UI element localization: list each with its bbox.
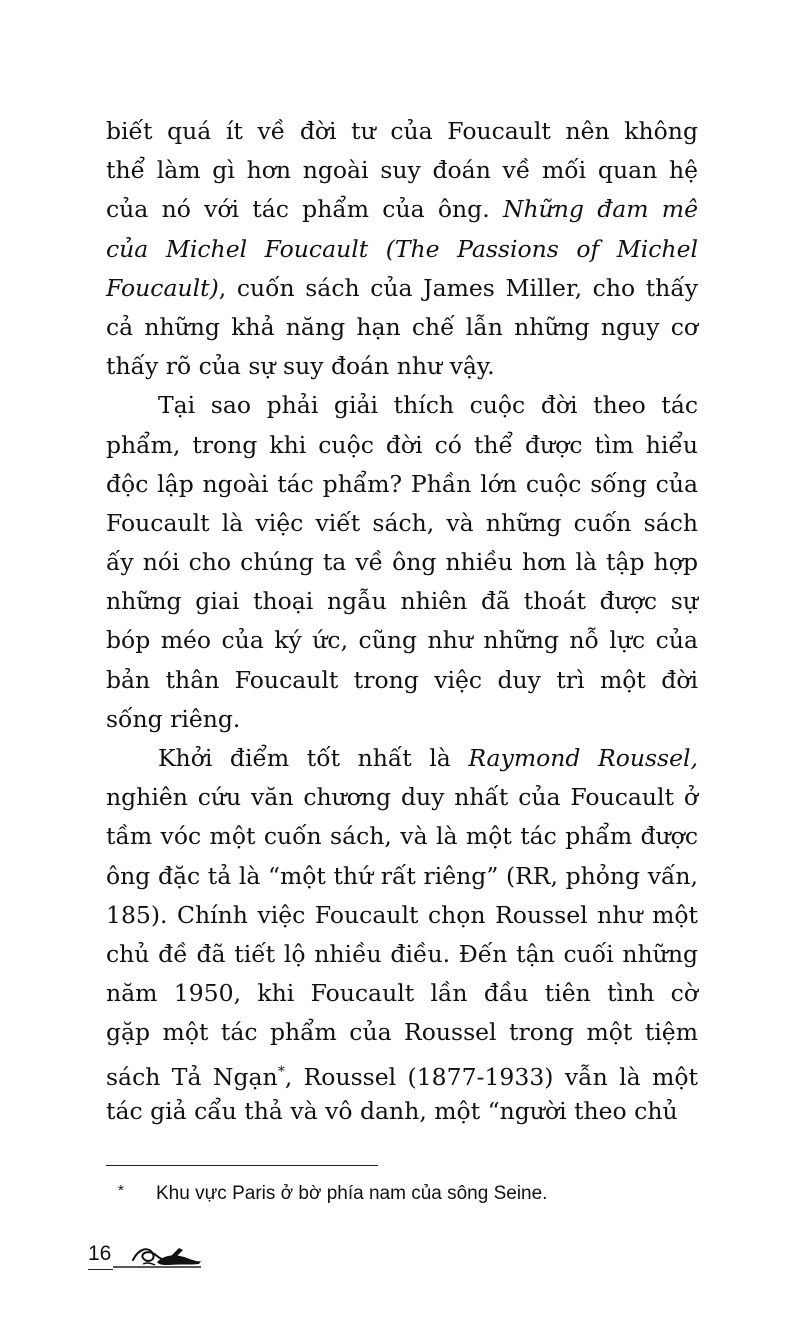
italic-text-run: của Michel Foucault (The Passions of Michel xyxy=(106,234,698,263)
footnote-rule xyxy=(106,1165,378,1166)
folio xyxy=(88,1234,205,1270)
text-line xyxy=(106,1013,698,1052)
text-run: bóp méo của ký ức, cũng như những nỗ lực của xyxy=(106,626,698,655)
text-line xyxy=(106,700,698,739)
page-number: 16 xyxy=(88,1242,113,1270)
text-run: cả những khả năng hạn chế lẫn những nguy cơ xyxy=(106,312,698,341)
text-line xyxy=(106,817,698,856)
text-run: ông đặc tả là “một thứ rất riêng” (RR, phỏng vấn, xyxy=(106,861,698,890)
pen-flourish-icon xyxy=(113,1234,205,1270)
text-line xyxy=(106,621,698,660)
italic-text-run: Raymond Roussel, xyxy=(468,744,698,772)
text-run: sách Tả Ngạn xyxy=(106,1062,278,1091)
text-run: thấy rõ của sự suy đoán như vậy. xyxy=(106,352,495,381)
paragraph xyxy=(106,112,698,386)
text-run: ấy nói cho chúng ta về ông nhiều hơn là tập hợp xyxy=(106,548,698,577)
text-run: , cuốn sách của James Miller, cho thấy xyxy=(218,273,698,302)
text-run: chủ đề đã tiết lộ nhiều điều. Đến tận cuối những xyxy=(106,939,698,968)
text-run: Foucault là việc viết sách, và những cuốn sách xyxy=(106,508,698,537)
text-line xyxy=(106,230,698,269)
italic-text-run: Foucault) xyxy=(106,273,219,302)
footnote xyxy=(118,1178,547,1207)
text-line xyxy=(106,935,698,974)
page-body xyxy=(106,112,698,1131)
text-run: những giai thoại ngẫu nhiên đã thoát được sự xyxy=(106,587,698,616)
text-line xyxy=(106,1053,698,1092)
paragraph xyxy=(106,386,698,739)
text-line xyxy=(106,151,698,190)
text-line xyxy=(106,190,698,229)
footnote-text: Khu vực Paris ở bờ phía nam của sông Seine. xyxy=(156,1183,548,1204)
text-run: , Roussel (1877-1933) vẫn là một xyxy=(284,1062,698,1091)
text-run: gặp một tác phẩm của Roussel trong một tiệm xyxy=(106,1018,698,1047)
text-run: nghiên cứu văn chương duy nhất của Foucault ở xyxy=(106,783,698,812)
text-line xyxy=(106,426,698,465)
text-line xyxy=(106,465,698,504)
text-run: thể làm gì hơn ngoài suy đoán về mối quan hệ xyxy=(106,156,698,185)
text-run: tác giả cẩu thả và vô danh, một “người theo chủ xyxy=(106,1096,678,1125)
text-run: bản thân Foucault trong việc duy trì một đời xyxy=(106,665,698,694)
text-run: của nó với tác phẩm của ông. xyxy=(106,195,503,224)
text-run: sống riêng. xyxy=(106,704,241,733)
text-line xyxy=(106,739,698,778)
text-line xyxy=(106,347,698,386)
text-run: Khởi điểm tốt nhất là xyxy=(158,744,469,772)
italic-text-run: Những đam mê xyxy=(502,195,698,224)
text-line xyxy=(106,974,698,1013)
text-line xyxy=(106,543,698,582)
text-run: độc lập ngoài tác phẩm? Phần lớn cuộc sống của xyxy=(106,469,698,498)
paragraph xyxy=(106,739,698,1131)
text-run: 185). Chính việc Foucault chọn Roussel như một xyxy=(106,900,698,929)
text-line xyxy=(106,778,698,817)
footnote-ref: * xyxy=(277,1063,285,1080)
text-run: phẩm, trong khi cuộc đời có thể được tìm hiểu xyxy=(106,430,698,459)
text-line xyxy=(106,269,698,308)
text-run: tầm vóc một cuốn sách, và là một tác phẩm được xyxy=(106,822,698,851)
footnote-mark: * xyxy=(118,1182,124,1199)
text-line xyxy=(106,308,698,347)
text-line xyxy=(106,661,698,700)
text-line xyxy=(106,1092,698,1131)
text-line xyxy=(106,504,698,543)
text-run: Tại sao phải giải thích cuộc đời theo tác xyxy=(158,391,698,420)
text-line xyxy=(106,112,698,151)
text-run: biết quá ít về đời tư của Foucault nên không xyxy=(106,117,698,145)
text-line xyxy=(106,582,698,621)
text-run: năm 1950, khi Foucault lần đầu tiên tình cờ xyxy=(106,979,698,1008)
text-line xyxy=(106,386,698,425)
text-line xyxy=(106,896,698,935)
text-line xyxy=(106,857,698,896)
